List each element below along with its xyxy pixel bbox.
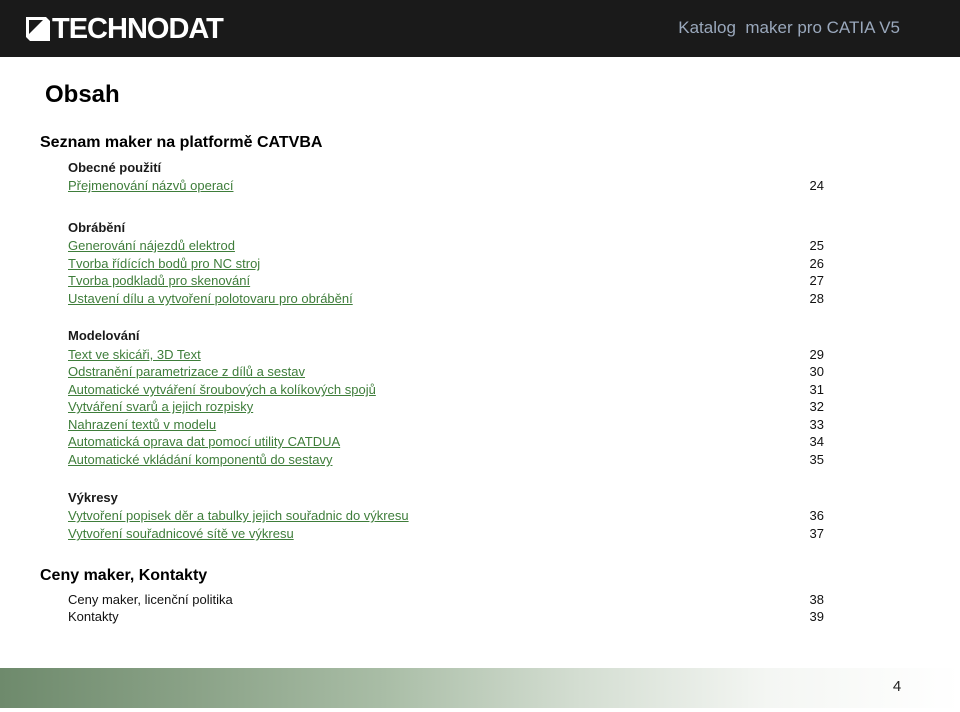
group-heading-modeling: Modelování <box>68 328 140 343</box>
logo-text: TECHNODAT <box>52 13 223 45</box>
toc-page-number: 34 <box>809 434 824 449</box>
toc-link[interactable]: Tvorba řídících bodů pro NC stroj <box>68 256 261 271</box>
footer-bar <box>0 668 960 708</box>
toc-entry-label: Kontakty <box>68 609 119 624</box>
toc-page-number: 24 <box>809 178 824 193</box>
toc-row <box>68 237 824 255</box>
toc-page-number: 29 <box>809 347 824 362</box>
toc-link[interactable]: Tvorba podkladů pro skenování <box>68 273 251 288</box>
toc-row <box>68 507 824 525</box>
toc-row <box>68 381 824 399</box>
toc-page-number: 35 <box>809 452 824 467</box>
toc-link[interactable]: Automatické vytváření šroubových a kolíkových spojů <box>68 382 376 397</box>
toc-page-number: 31 <box>809 382 824 397</box>
toc-link[interactable]: Automatická oprava dat pomocí utility CATDUA <box>68 434 341 449</box>
toc-page-number: 26 <box>809 256 824 271</box>
toc-link[interactable]: Vytváření svarů a jejich rozpisky <box>68 399 254 414</box>
toc-row <box>68 608 824 626</box>
toc-row <box>68 525 824 543</box>
toc-page-number: 28 <box>809 291 824 306</box>
logo-mark-icon <box>26 17 50 41</box>
toc-link[interactable]: Vytvoření souřadnicové sítě ve výkresu <box>68 526 294 541</box>
toc-link[interactable]: Generování nájezdů elektrod <box>68 238 235 253</box>
toc-link[interactable]: Odstranění parametrizace z dílů a sestav <box>68 364 306 379</box>
header-bar <box>0 0 960 57</box>
toc-link[interactable]: Vytvoření popisek děr a tabulky jejich souřadnic do výkresu <box>68 508 409 523</box>
toc-page-number: 27 <box>809 273 824 288</box>
toc-row <box>68 255 824 273</box>
toc-row <box>68 433 824 451</box>
toc-row <box>68 363 824 381</box>
toc-row <box>68 398 824 416</box>
toc-page-number: 36 <box>809 508 824 523</box>
toc-entry-label: Ceny maker, licenční politika <box>68 592 233 607</box>
toc-row <box>68 177 824 195</box>
toc-page-number: 32 <box>809 399 824 414</box>
group-heading-drawings: Výkresy <box>68 490 118 505</box>
toc-row <box>68 416 824 434</box>
toc-link[interactable]: Nahrazení textů v modelu <box>68 417 217 432</box>
toc-row <box>68 451 824 469</box>
toc-page-number: 25 <box>809 238 824 253</box>
toc-link[interactable]: Automatické vkládání komponentů do sestavy <box>68 452 333 467</box>
page-title: Obsah <box>45 81 120 108</box>
toc-link[interactable]: Ustavení dílu a vytvoření polotovaru pro obrábění <box>68 291 353 306</box>
group-heading-general: Obecné použití <box>68 160 162 175</box>
toc-link[interactable]: Přejmenování názvů operací <box>68 178 234 193</box>
toc-link[interactable]: Text ve skicáři, 3D Text <box>68 347 201 362</box>
toc-page-number: 39 <box>809 609 824 624</box>
page-number: 4 <box>892 678 902 695</box>
company-logo <box>26 13 223 45</box>
toc-page-number: 33 <box>809 417 824 432</box>
group-heading-machining: Obrábění <box>68 220 126 235</box>
section-heading-pricing-contacts: Ceny maker, Kontakty <box>40 567 208 584</box>
toc-row <box>68 591 824 609</box>
toc-page-number: 37 <box>809 526 824 541</box>
toc-page-number: 30 <box>809 364 824 379</box>
header-title: Katalog maker pro CATIA V5 <box>678 18 900 37</box>
toc-row <box>68 272 824 290</box>
section-heading-catvba: Seznam maker na platformě CATVBA <box>40 134 323 151</box>
toc-page-number: 38 <box>809 592 824 607</box>
toc-row <box>68 290 824 308</box>
toc-row <box>68 346 824 364</box>
